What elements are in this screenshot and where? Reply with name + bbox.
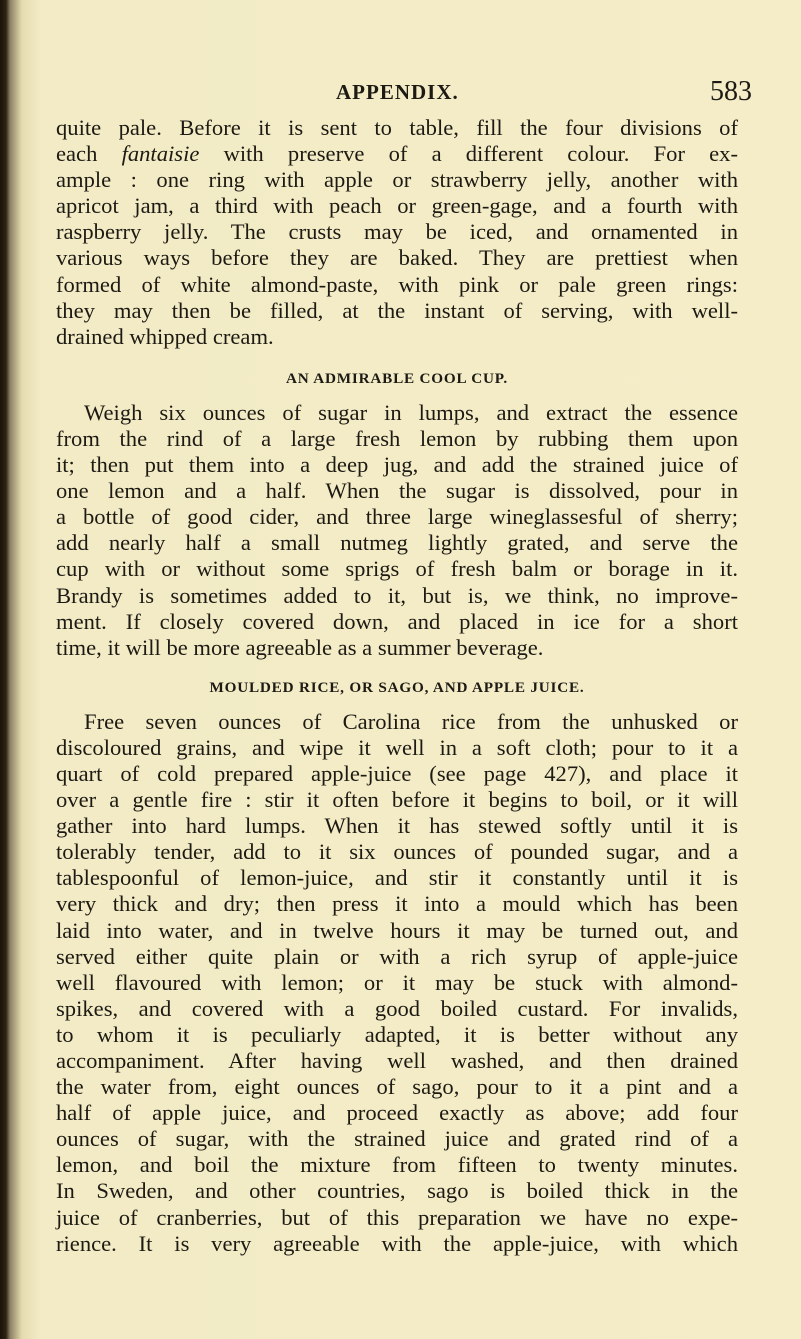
text-line: various ways before they are baked. They are prettiest when xyxy=(56,245,738,271)
text-line: lemon, and boil the mixture from fifteen to twenty minutes. xyxy=(56,1152,738,1178)
text-line: In Sweden, and other countries, sago is boiled thick in the xyxy=(56,1178,738,1204)
text-line: ample : one ring with apple or strawberry jelly, another with xyxy=(56,167,738,193)
text-line: over a gentle fire : stir it often before it begins to boil, or it will xyxy=(56,787,738,813)
text-line: Free seven ounces of Carolina rice from the unhusked or xyxy=(84,708,738,734)
text-line: juice of cranberries, but of this preparation we have no expe- xyxy=(56,1204,738,1230)
text-line: accompaniment. After having well washed, and then drained xyxy=(56,1048,738,1073)
text-line: tablespoonful of lemon-juice, and stir it constantly until it is xyxy=(56,865,738,891)
text-line: formed of white almond-paste, with pink or pale green rings: xyxy=(56,271,738,297)
text-line: laid into water, and in twelve hours it may be turned out, and xyxy=(56,917,738,943)
text-line: from the rind of a large fresh lemon by rubbing them upon xyxy=(56,425,738,451)
text-line: apricot jam, a third with peach or green-gage, and a fourth with xyxy=(56,193,738,219)
text-line: rience. It is very agreeable with the apple-juice, with which xyxy=(56,1230,738,1256)
text-span: with preserve of a different colour. For ex- xyxy=(223,141,738,167)
text-line: served either quite plain or with a rich syrup of apple-juice xyxy=(56,943,738,969)
text-line xyxy=(56,141,738,167)
text-line: Weigh six ounces of sugar in lumps, and extract the essence xyxy=(84,399,738,425)
page-number: 583 xyxy=(710,76,752,107)
text-line: spikes, and covered with a good boiled custard. For invalids, xyxy=(56,995,738,1021)
text-line: it; then put them into a deep jug, and add the strained juice of xyxy=(56,452,738,478)
text-line: very thick and dry; then press it into a mould which has been xyxy=(56,891,738,917)
text-block xyxy=(56,115,738,1257)
running-title: APPENDIX. xyxy=(336,80,459,104)
text-line: ounces of sugar, with the strained juice and grated rind of a xyxy=(56,1126,738,1152)
text-line: tolerably tender, add to it six ounces of pounded sugar, and a xyxy=(56,839,738,865)
text-line: quart of cold prepared apple-juice (see page 427), and place it xyxy=(56,760,738,786)
text-line: they may then be filled, at the instant of serving, with well- xyxy=(56,297,738,323)
text-line: well flavoured with lemon; or it may be stuck with almond- xyxy=(56,969,738,995)
italic-word: fantaisie xyxy=(121,141,200,167)
text-line: the water from, eight ounces of sago, pour to it a pint and a xyxy=(56,1074,738,1100)
text-line: to whom it is peculiarly adapted, it is better without any xyxy=(56,1021,738,1047)
text-line: one lemon and a half. When the sugar is dissolved, pour in xyxy=(56,478,738,504)
section-heading-moulded-rice: MOULDED RICE, OR SAGO, AND APPLE JUICE. xyxy=(209,678,585,696)
text-line: ment. If closely covered down, and placed in ice for a short xyxy=(56,608,738,634)
text-line: half of apple juice, and proceed exactly as above; add four xyxy=(56,1100,738,1126)
section-heading-cool-cup: AN ADMIRABLE COOL CUP. xyxy=(285,369,509,387)
paragraph-fantaisie xyxy=(56,115,738,350)
text-line: cup with or without some sprigs of fresh balm or borage in it. xyxy=(56,556,738,582)
text-line: Brandy is sometimes added to it, but is, we think, no improve- xyxy=(56,582,738,608)
text-line: discoloured grains, and wipe it well in a soft cloth; pour to it a xyxy=(56,734,738,760)
text-line: time, it will be more agreeable as a summer beverage. xyxy=(56,634,544,660)
text-line: raspberry jelly. The crusts may be iced, and ornamented in xyxy=(56,219,738,245)
text-line: gather into hard lumps. When it has stewed softly until it is xyxy=(56,813,738,839)
text-span: each xyxy=(56,141,98,167)
text-line: a bottle of good cider, and three large wineglassesful of sherry; xyxy=(56,504,738,530)
paragraph-moulded-rice xyxy=(56,709,738,1257)
running-head xyxy=(0,76,801,110)
text-line: drained whipped cream. xyxy=(56,323,274,349)
text-line: add nearly half a small nutmeg lightly grated, and serve the xyxy=(56,530,738,556)
paragraph-cool-cup xyxy=(56,400,738,661)
text-line: quite pale. Before it is sent to table, fill the four divisions of xyxy=(56,115,738,140)
